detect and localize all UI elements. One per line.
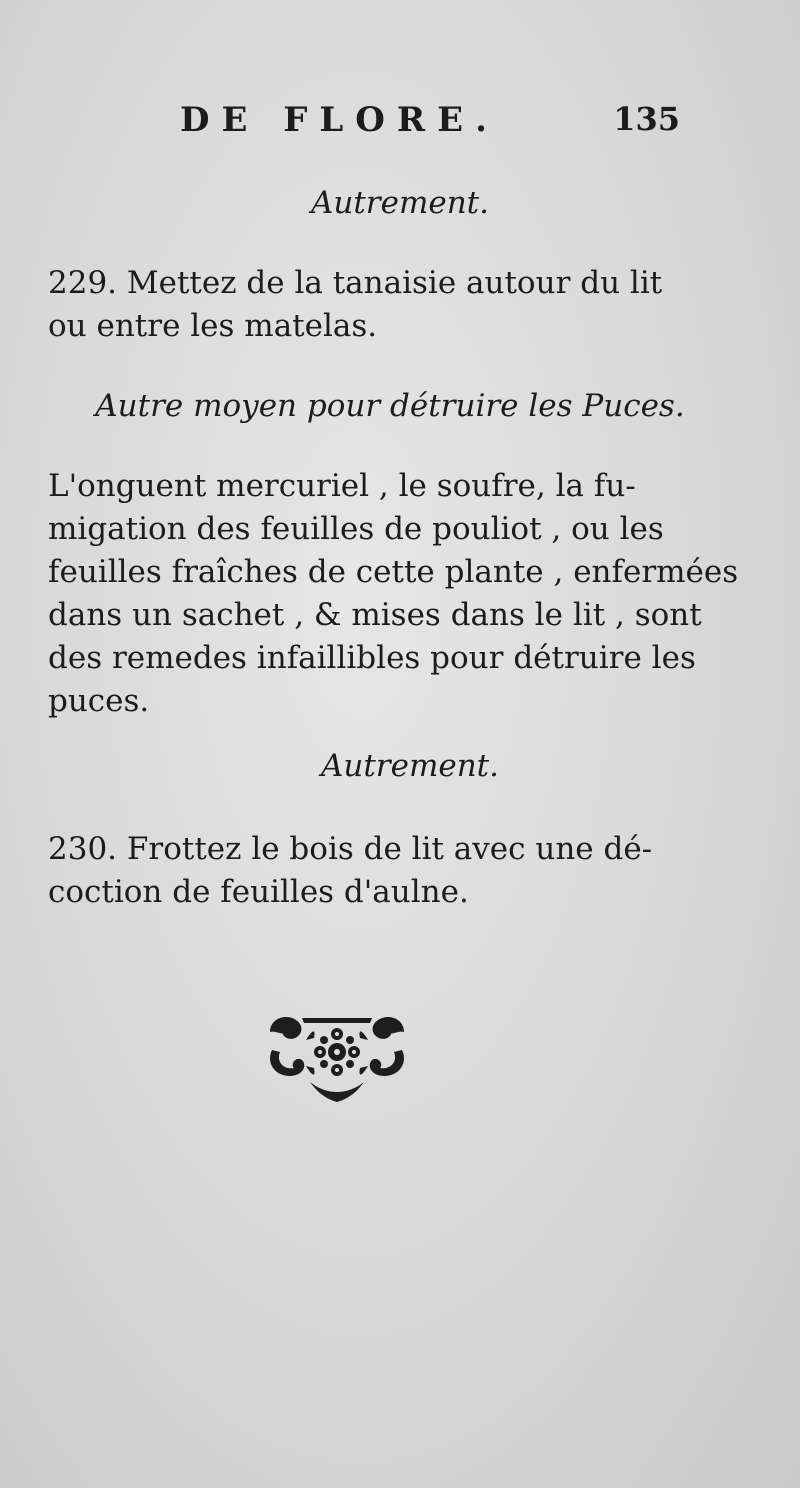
section-heading-3: Autrement.: [321, 748, 499, 784]
text-line: puces.: [48, 683, 150, 719]
text-line: L'onguent mercuriel , le soufre, la fu-: [48, 468, 636, 504]
running-title: DE FLORE.: [180, 100, 499, 140]
floral-tailpiece-icon: [262, 1010, 412, 1105]
section-heading-1: Autrement.: [311, 185, 489, 221]
page-number: 135: [613, 100, 680, 138]
page-header: [180, 100, 680, 150]
paragraph-fleas: [48, 465, 739, 723]
paragraph-229: [48, 262, 688, 348]
text-line: coction de feuilles d'aulne.: [48, 874, 469, 910]
text-line: ou entre les matelas.: [48, 308, 378, 344]
text-line: 229. Mettez de la tanaisie autour du lit: [48, 265, 663, 301]
text-line: 230. Frottez le bois de lit avec une dé-: [48, 831, 653, 867]
paragraph-230: [48, 828, 688, 914]
text-line: dans un sachet , & mises dans le lit , sont: [48, 597, 702, 633]
text-line: feuilles fraîches de cette plante , enfermées: [48, 554, 739, 590]
text-line: des remedes infaillibles pour détruire les: [48, 640, 696, 676]
section-heading-2: Autre moyen pour détruire les Puces.: [95, 388, 685, 424]
text-line: migation des feuilles de pouliot , ou les: [48, 511, 664, 547]
